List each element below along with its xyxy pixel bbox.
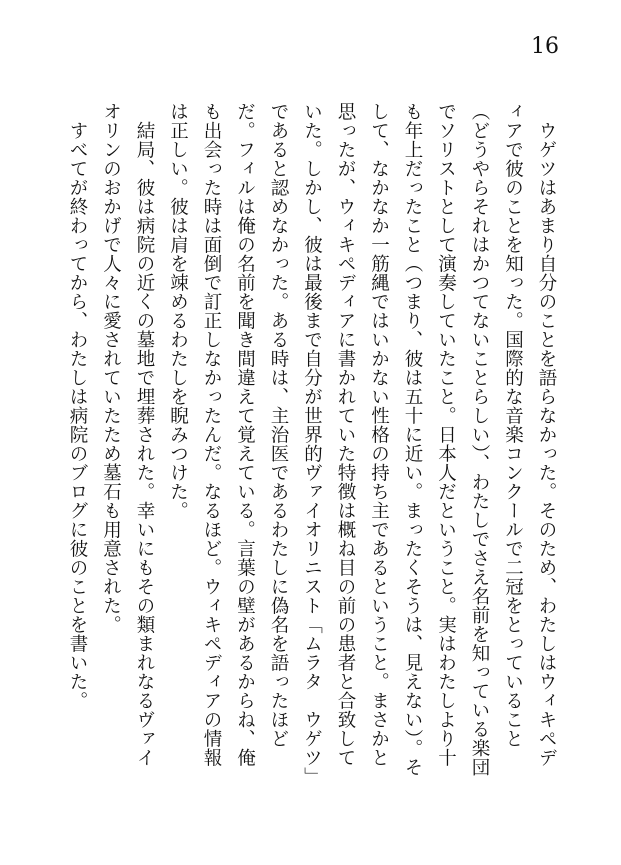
body-text: [43, 102, 563, 782]
paragraph-3: すべてが終わってから、わたしは病院のブログに彼のことを書いた。: [67, 120, 88, 710]
paragraph-2: 結局、彼は病院の近くの墓地で埋葬された。幸いにもその類まれなるヴァイオリンのおかげで人々に愛されていたため墓石も用意された。: [100, 102, 155, 767]
page-number: 16: [531, 34, 559, 59]
paragraph-1: ウゲツはあまり自分のことを語らなかった。そのため、わたしはウィキペディアで彼のことを知った。国際的な音楽コンクールで二冠をとっていること（どうやらそれはかつてないことらしい）、わたしでさえ名前を知っている楽団でソリストとして演奏していたこと。日本人だということ。実はわたしより十も年上だったこと（つまり、彼は五十に近い。まったくそうは、見えない）。そして、なかなか一筋縄ではいかない性格の持ち主であるということ。まさかと思ったが、ウィキペディアに書かれていた特徴は概ね目の前の患者と合致していた。しかし、彼は最後まで自分が世界的ヴァイオリニスト「ムラタ ウゲツ」であると認めなかった。ある時は、主治医であるわたしに偽名を語ったほどだ。フィルは俺の名前を聞き間違えて覚えている。言葉の壁があるからね、俺も出会った時は面倒で訂正しなかったんだ。なるほど。ウィキペディアの情報は正しい。彼は肩を竦めるわたしを睨みつけた。: [167, 102, 557, 777]
